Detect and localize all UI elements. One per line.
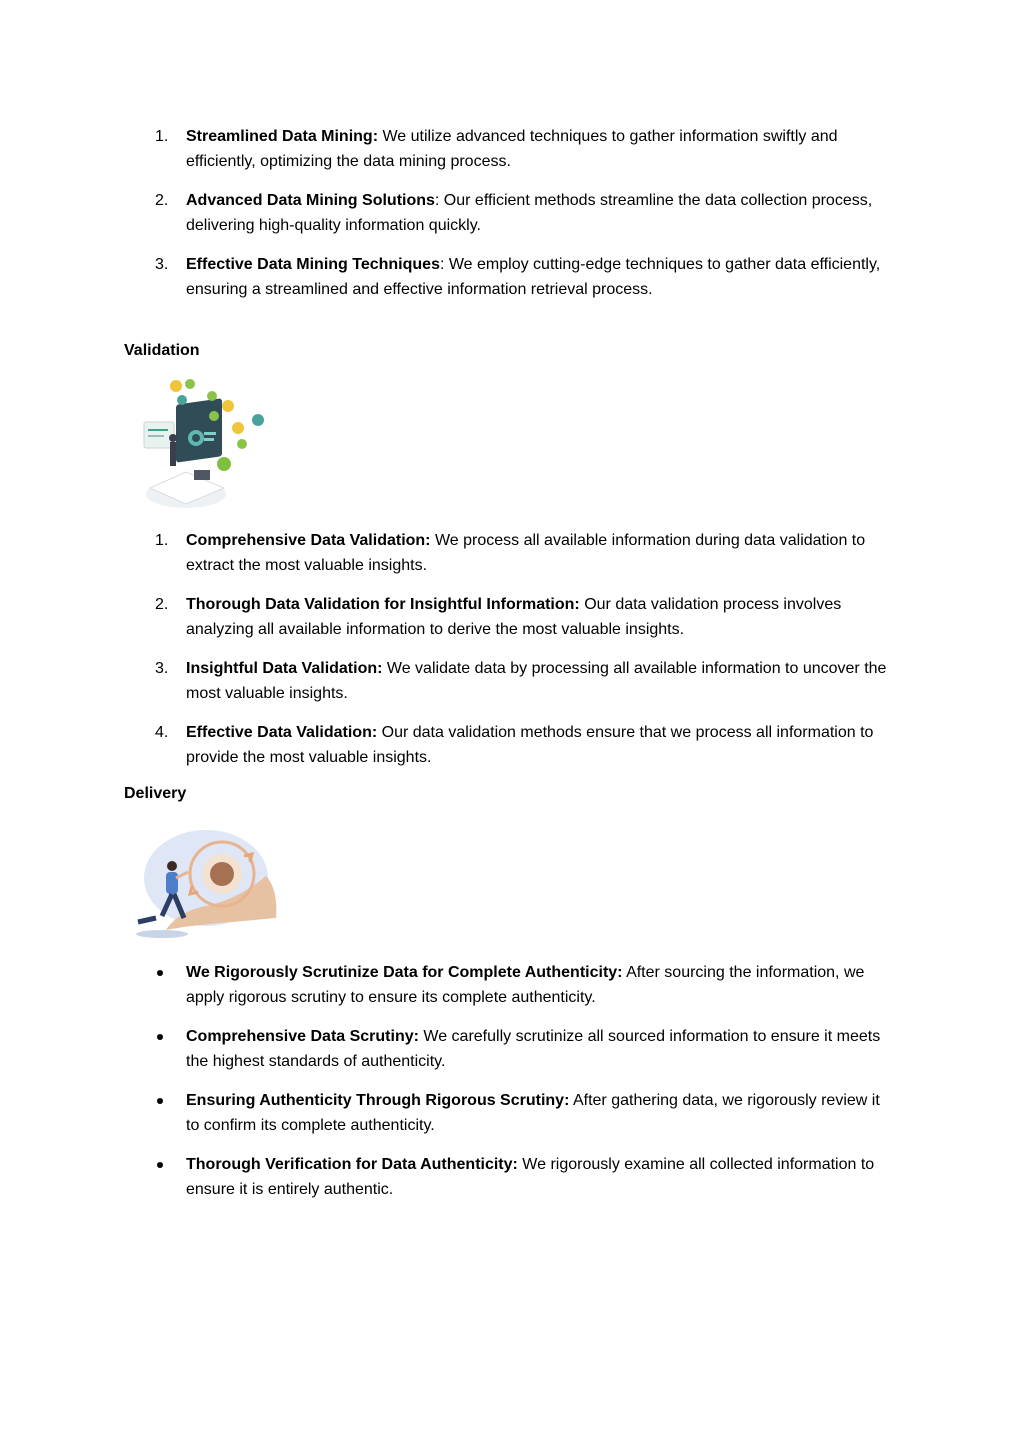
item-term: Streamlined Data Mining: xyxy=(186,128,379,145)
item-term: Effective Data Mining Techniques xyxy=(186,256,440,273)
list-number: 2. xyxy=(155,192,169,209)
item-text: : We employ cutting-edge techniques to gather data efficiently, ensuring a streamlined and effective information retrieval process. xyxy=(186,256,881,298)
list-item xyxy=(0,656,896,706)
bullet-icon xyxy=(157,1098,163,1104)
list-item xyxy=(0,1088,896,1138)
list-item xyxy=(0,252,896,302)
item-term: Effective Data Validation: xyxy=(186,724,378,741)
bullet-icon xyxy=(157,1162,163,1168)
list-item xyxy=(0,188,896,238)
item-text: We validate data by processing all available information to uncover the most valuable insights. xyxy=(186,660,887,702)
item-text: Our data validation process involves analyzing all available information to derive the most valuable insights. xyxy=(186,596,842,638)
delivery-list xyxy=(0,960,896,1216)
bullet-icon xyxy=(157,970,163,976)
item-term: Comprehensive Data Validation: xyxy=(186,532,431,549)
bullet-icon xyxy=(157,1034,163,1040)
list-item xyxy=(0,720,896,770)
validation-list xyxy=(0,528,896,784)
item-text: We carefully scrutinize all sourced information to ensure it meets the highest standards of authenticity. xyxy=(186,1028,881,1070)
person-pushing-cycle-illustration xyxy=(126,826,280,942)
item-term: We Rigorously Scrutinize Data for Complete Authenticity: xyxy=(186,964,623,981)
list-number: 1. xyxy=(155,532,169,549)
data-mining-list xyxy=(0,124,896,316)
item-text: We utilize advanced techniques to gather information swiftly and efficiently, optimizing the data mining process. xyxy=(186,128,838,170)
list-number: 1. xyxy=(155,128,169,145)
list-item xyxy=(0,592,896,642)
item-term: Thorough Data Validation for Insightful Information: xyxy=(186,596,580,613)
list-item xyxy=(0,124,896,174)
delivery-heading: Delivery xyxy=(124,785,187,802)
item-term: Ensuring Authenticity Through Rigorous Scrutiny: xyxy=(186,1092,570,1109)
validation-heading: Validation xyxy=(124,342,200,359)
item-text: Our data validation methods ensure that we process all information to provide the most valuable insights. xyxy=(186,724,874,766)
list-number: 3. xyxy=(155,660,169,677)
list-item xyxy=(0,960,896,1010)
list-item xyxy=(0,1152,896,1202)
item-term: Thorough Verification for Data Authenticity: xyxy=(186,1156,518,1173)
item-text: : Our efficient methods streamline the data collection process, delivering high-quality information quickly. xyxy=(186,192,873,234)
list-number: 4. xyxy=(155,724,169,741)
item-text: After gathering data, we rigorously review it to confirm its complete authenticity. xyxy=(186,1092,880,1134)
list-number: 2. xyxy=(155,596,169,613)
list-item xyxy=(0,1024,896,1074)
item-text: We rigorously examine all collected information to ensure it is entirely authentic. xyxy=(186,1156,875,1198)
data-validation-monitor-illustration xyxy=(138,376,270,514)
list-item xyxy=(0,528,896,578)
list-number: 3. xyxy=(155,256,169,273)
item-text: We process all available information during data validation to extract the most valuable insights. xyxy=(186,532,866,574)
item-term: Insightful Data Validation: xyxy=(186,660,383,677)
item-text: After sourcing the information, we apply rigorous scrutiny to ensure its complete authenticity. xyxy=(186,964,865,1006)
item-term: Advanced Data Mining Solutions xyxy=(186,192,435,209)
item-term: Comprehensive Data Scrutiny: xyxy=(186,1028,419,1045)
